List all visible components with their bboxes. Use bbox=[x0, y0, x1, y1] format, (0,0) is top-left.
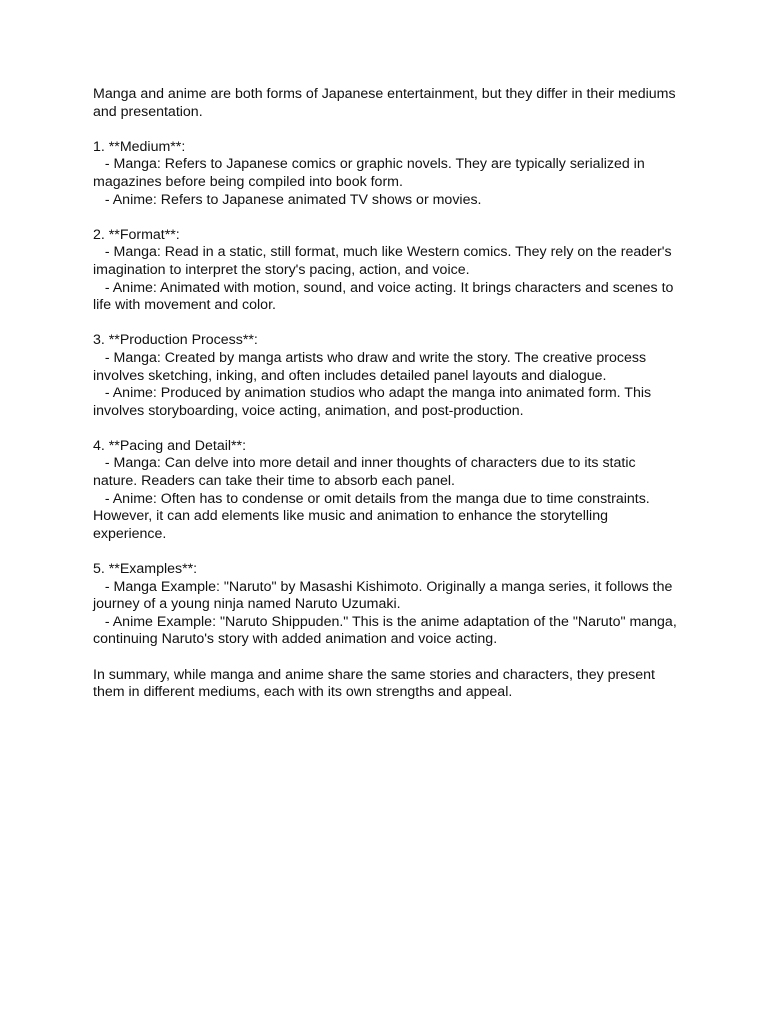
document-body bbox=[93, 86, 683, 702]
section-pacing-and-detail bbox=[93, 438, 683, 544]
anime-point: - Anime: Often has to condense or omit details from the manga due to time constraints. However, it can add elements like music and animation to enhance the storytelling experience. bbox=[93, 490, 654, 542]
paragraph-gap bbox=[93, 649, 683, 667]
section-heading: 4. **Pacing and Detail**: bbox=[93, 437, 247, 454]
section-medium bbox=[93, 139, 683, 209]
paragraph-gap bbox=[93, 315, 683, 333]
manga-point: - Manga Example: "Naruto" by Masashi Kishimoto. Originally a manga series, it follows the journey of a young ninja named Naruto Uzumaki. bbox=[93, 578, 677, 613]
manga-point: - Manga: Created by manga artists who draw and write the story. The creative process involves sketching, inking, and often includes detailed panel layouts and dialogue. bbox=[93, 349, 650, 384]
section-examples bbox=[93, 561, 683, 649]
anime-point: - Anime: Produced by animation studios who adapt the manga into animated form. This involves storyboarding, voice acting, animation, and post-production. bbox=[93, 385, 656, 419]
anime-point: - Anime: Animated with motion, sound, and voice acting. It brings characters and scenes to life with movement and color. bbox=[93, 279, 678, 314]
section-production-process bbox=[93, 332, 683, 420]
paragraph-gap bbox=[93, 121, 683, 139]
summary-paragraph: In summary, while manga and anime share the same stories and characters, they present them in different mediums, each with its own strengths and appeal. bbox=[93, 666, 659, 701]
paragraph-gap bbox=[93, 209, 683, 227]
section-heading: 3. **Production Process**: bbox=[93, 332, 258, 349]
anime-point: - Anime Example: "Naruto Shippuden." This is the anime adaptation of the "Naruto" manga, continuing Naruto's story with added animation and voice acting. bbox=[93, 613, 681, 648]
anime-point: - Anime: Refers to Japanese animated TV shows or movies. bbox=[93, 191, 482, 208]
manga-point: - Manga: Refers to Japanese comics or graphic novels. They are typically serialized in magazines before being compiled into book form. bbox=[93, 156, 649, 190]
section-heading: 2. **Format**: bbox=[93, 226, 180, 243]
paragraph-gap bbox=[93, 420, 683, 438]
section-format bbox=[93, 227, 683, 315]
manga-point: - Manga: Can delve into more detail and inner thoughts of characters due to its static nature. Readers can take their time to absorb each panel. bbox=[93, 455, 640, 490]
intro-paragraph: Manga and anime are both forms of Japanese entertainment, but they differ in their mediums and presentation. bbox=[93, 86, 680, 120]
paragraph-gap bbox=[93, 543, 683, 561]
section-heading: 5. **Examples**: bbox=[93, 561, 198, 578]
section-heading: 1. **Medium**: bbox=[93, 138, 186, 155]
manga-point: - Manga: Read in a static, still format, much like Western comics. They rely on the reader's imagination to interpret the story's pacing, action, and voice. bbox=[93, 244, 676, 278]
